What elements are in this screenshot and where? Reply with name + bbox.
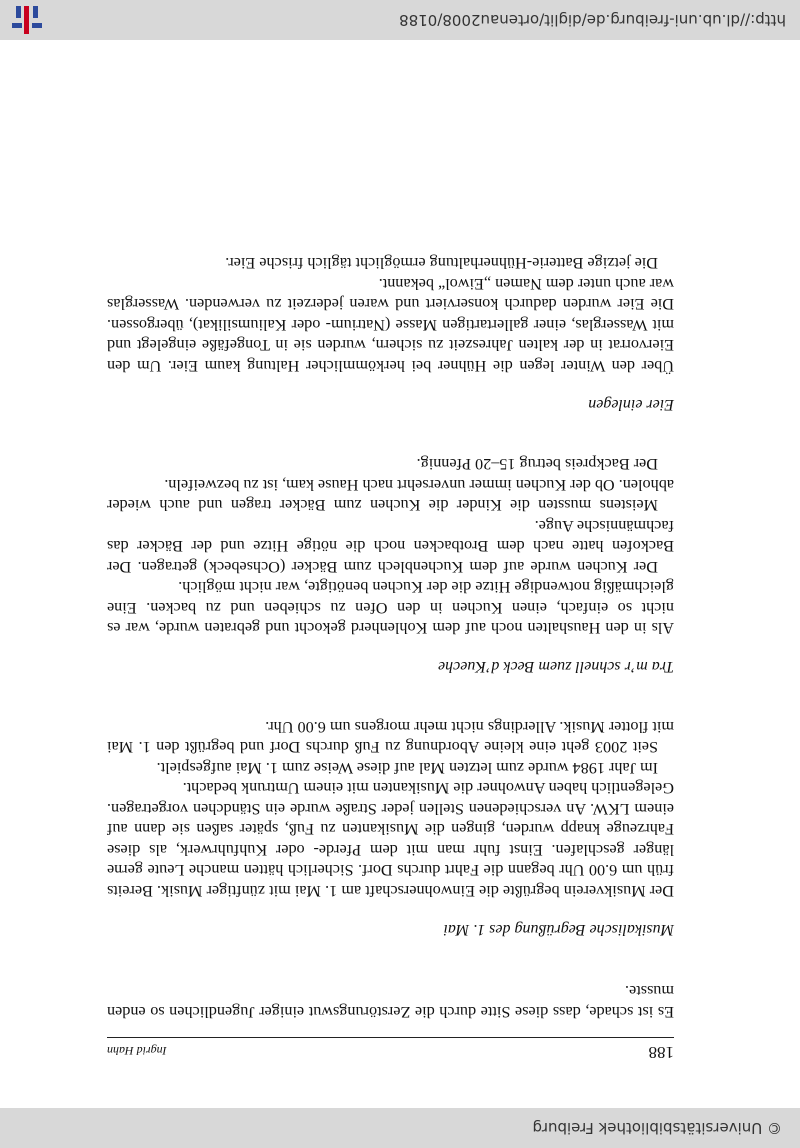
copyright-text: © Universitätsbibliothek Freiburg	[532, 1119, 782, 1137]
paragraph: Als in den Haushalten noch auf dem Kohlenherd gekocht und gebraten wurde, war es nicht so einfach, einen Kuchen in den Ofen zu schieben und zu backen. Eine gleichmäßig notwendige Hitze die der Kuchen benötigte, war nicht möglich.	[107, 578, 674, 638]
paragraph: Der Backpreis betrug 15–20 Pfennig.	[416, 455, 658, 474]
page-header	[107, 1037, 674, 1068]
url-text[interactable]: http://dl.ub.uni-freiburg.de/diglit/ortenau2008/0188	[399, 11, 786, 29]
paragraph: Der Kuchen wurde auf dem Kuchenblech zum Bäcker (Ochsebeck) getragen. Der Backofen hatte nach dem Brotbacken noch die nötige Hitze und der Bäcker das fachmännische Auge.	[107, 517, 674, 576]
university-logo-icon	[12, 6, 42, 34]
running-head: Ingrid Hahn	[107, 1044, 167, 1058]
page-body	[107, 253, 674, 1022]
paragraph: Seit 2003 geht eine kleine Abordnung zu Fuß durchs Dorf und begrüßt den 1. Mai mit flotter Musik. Allerdings nicht mehr morgens um 6.00 Uhr.	[107, 718, 674, 757]
paragraph: Es ist schade, dass diese Sitte durch die Zerstörungswut einiger Jugendlichen so enden musste.	[107, 982, 674, 1021]
url-bar	[0, 0, 800, 40]
paragraph: Meistens mussten die Kinder die Kuchen zum Bäcker tragen und auch wieder abholen. Ob der Kuchen immer unversehrt nach Hause kam, ist zu bezweifeln.	[107, 476, 674, 515]
page-number: 188	[648, 1043, 674, 1062]
paragraph: Die jetzige Batterie-Hühnerhaltung ermöglicht täglich frische Eier.	[225, 254, 658, 273]
paragraph: Im Jahr 1984 wurde zum letzten Mal auf diese Weise zum 1. Mai aufgespielt.	[156, 759, 658, 777]
scanned-page	[0, 40, 800, 1108]
paragraph: Über den Winter legen die Hühner bei herkömmlicher Haltung kaum Eier. Um den Eiervorrat in der kalten Jahreszeit zu sichern, wurden sie in Tongefäße eingelegt und mit Wasserglas, einer gallertartigen Masse (Natrium- oder Kaliumsilikat), übergossen. Die Eier wurden dadurch konserviert und waren jederzeit zu verwenden. Wasserglas war auch unter dem Namen „Eiwol“ bekannt.	[107, 275, 674, 375]
paragraph: Der Musikverein begrüßte die Einwohnerschaft am 1. Mai mit zünftiger Musik. Bereits früh um 6.00 Uhr begann die Fahrt durchs Dorf. Sicherlich hätten manche Leute gerne länger geschlafen. Einst fuhr man mit dem Pferde- oder Kuhfuhrwerk, als diese Fahrzeuge knapp wurden, gingen die Musikanten zu Fuß, später saßen sie dann auf einem LKW. An verschiedenen Stellen jeder Straße wurde ein Ständchen vorgetragen. Gelegentlich haben Anwohner die Musikanten mit einem Umtrunk bedacht.	[107, 779, 674, 900]
section-heading: Eier einlegen	[588, 396, 674, 413]
section-heading: Musikalische Begrüßung des 1. Mai	[443, 921, 674, 938]
section-heading: Tra m’r schnell zuem Beck d’Kueche	[438, 658, 674, 676]
copyright-bar	[0, 1108, 800, 1148]
